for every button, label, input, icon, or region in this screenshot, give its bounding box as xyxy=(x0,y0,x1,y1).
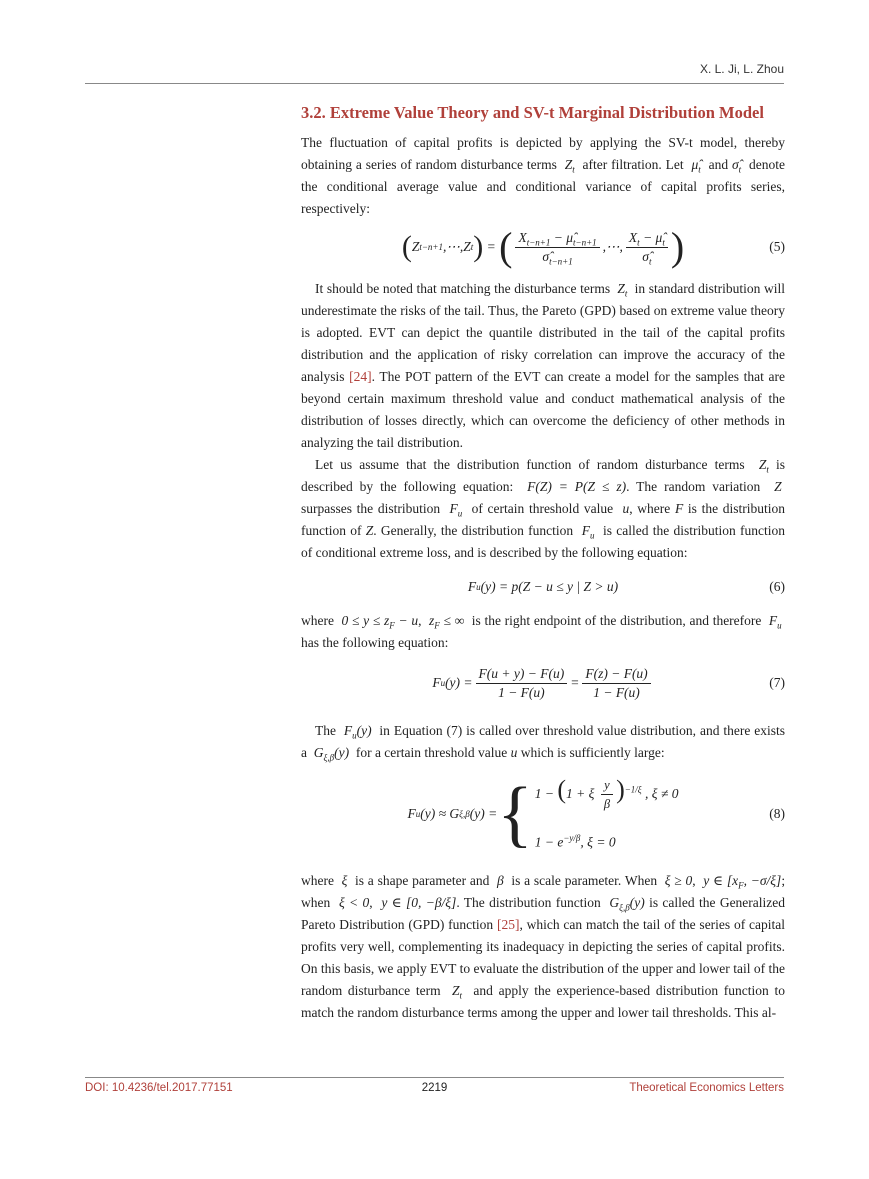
equation-7: F u (y) = $\frac{F(u + y) - F(u)}{1 - F(u)}$ = $\frac{F(z) - F(u)}{1 - F(u)}$ (7) xyxy=(432,665,785,700)
paragraph-6: where ξ is a shape parameter and β is a scale parameter. When ξ ≥ 0, y ∈ [$x_F$, −σ/ξ]; when ξ < 0, y ∈ [0, −β/ξ]. The distribution function $G_{\xi,\beta}(y)$ is called the Generalized Pareto Distribution (GPD) function [25], which can match the tail of the series of capital profits very well, complementing its inadequacy in depicting the series of capital profits. On this basis, we apply EVT to evaluate the distribution of the upper and lower tail of the random disturbance term $Z_t$ and apply the experience-based distribution function to match the random disturbance terms among the upper and lower tail thresholds. This al- xyxy=(301,873,786,1020)
footer-doi[interactable]: DOI: 10.4236/tel.2017.77151 xyxy=(85,1082,233,1094)
paragraph-1: The fluctuation of capital profits is depicted by applying the SV-t model, thereby obtaining a series of random disturbance terms $Z_t$ after filtration. Let $\mû_t$ and $\sigmâ_t$ denote the conditional average value and conditional variance of capital profits series, respectively: xyxy=(301,135,785,216)
equation-number-7: (7) xyxy=(769,675,785,690)
paragraph-3: Let us assume that the distribution function of random disturbance terms $Z_t$ is described by the following equation: F(Z) = P(Z ≤ z). The random variation Z surpasses the distribution $F_u$ of certain threshold value u, where F is the distribution function of Z. Generally, the distribution function $F_u$ is called the distribution function of conditional extreme loss, and is described by the following equation: xyxy=(301,457,786,560)
paragraph-4: where $0 \le y \le z_F - u$, $z_F$ ≤ ∞ is the right endpoint of the distribution, and therefore $F_u$ has the following equation: xyxy=(301,613,782,650)
equation-8: F u (y) ≈ G ξ,β (y) = { 1 − (1 + ξ $\frac{y}{\beta}$ )$^{-1/\xi}$ , ξ ≠ 0 $1 - e^{-y/\beta}$, ξ = 0 (8) xyxy=(407,773,785,855)
citation-24[interactable]: [24] xyxy=(349,369,372,384)
equation-number-5: (5) xyxy=(769,239,785,254)
footer-rule xyxy=(85,1077,784,1078)
page-number: 2219 xyxy=(421,1082,448,1094)
running-header-authors: X. L. Ji, L. Zhou xyxy=(699,62,784,76)
equation-5: ( Z t−n+1 ,⋯,Z t ) = ( $\frac{X_{t-n+1} - \mû_{t-n+1}}{\sigmâ_{t-n+1}}$ ,⋯, $\frac{X_t - \mû_t}{\sigmâ_t}$ ) (5) xyxy=(401,224,785,269)
footer-journal[interactable]: Theoretical Economics Letters xyxy=(629,1082,784,1094)
equation-number-8: (8) xyxy=(769,806,785,821)
main-content xyxy=(301,100,785,1024)
equation-number-6: (6) xyxy=(769,579,785,594)
equation-6: F u (y) = p(Z − u ≤ y | Z > u) (6) xyxy=(301,566,785,608)
paragraph-5: The $F_u(y)$ in Equation (7) is called over threshold value distribution, and there exists a $G_{\xi,\beta}(y)$ for a certain threshold value u which is sufficiently large: xyxy=(301,723,786,763)
citation-25[interactable]: [25] xyxy=(496,917,520,932)
header-rule xyxy=(85,83,784,84)
section-title: 3.2. Extreme Value Theory and SV-t Marginal Distribution Model xyxy=(301,103,764,122)
paragraph-2: It should be noted that matching the disturbance terms $Z_t$ in standard distribution will underestimate the risks of the tail. Thus, the Pareto (GPD) based on extreme value theory is adopted. EVT can depict the quantile distributed in the tail of the capital profits distribution and the application of risky correlation can improve the accuracy of the analysis [24]. The POT pattern of the EVT can create a model for the samples that are beyond certain maximum threshold value and conduct mathematical analysis of the distribution of losses directly, which can overcome the deficiency of other methods in analyzing the tail distribution. xyxy=(301,281,786,450)
